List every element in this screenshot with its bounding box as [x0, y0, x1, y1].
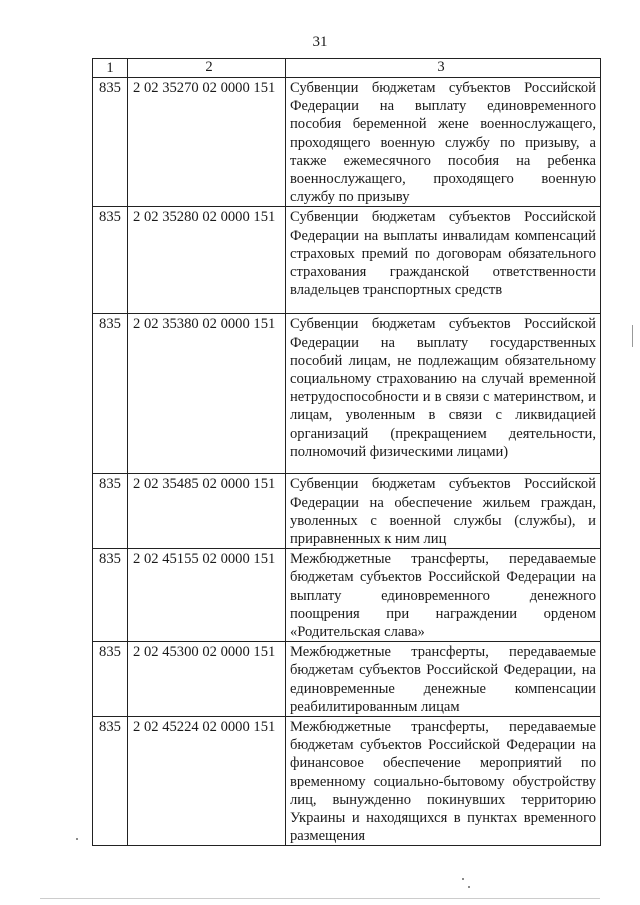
- table-row: [93, 717, 601, 846]
- description-cell: Субвенции бюджетам субъектов Российской Федерации на выплаты инвалидам компенсаций страховых премий по договорам обязательного страхования гражданской ответственности владельцев транспортных средств: [286, 207, 601, 314]
- budget-code-cell: 2 02 35270 02 0000 151: [128, 78, 286, 207]
- column-header-1: 1: [93, 59, 128, 78]
- description-cell: Субвенции бюджетам субъектов Российской Федерации на обеспечение жильем граждан, уволенных с военной службы (службы), и приравненных к ним лиц: [286, 474, 601, 549]
- table-row: [93, 207, 601, 314]
- description-cell: Субвенции бюджетам субъектов Российской Федерации на выплату единовременного пособия беременной жене военнослужащего, проходящего военную службу по призыву, а также ежемесячного пособия на ребенка военнослужащего, проходящего военную службу по призыву: [286, 78, 601, 207]
- table-row: [93, 314, 601, 474]
- scan-speck: [76, 838, 78, 840]
- admin-code-cell: 835: [93, 549, 128, 642]
- scan-bottom-edge: [40, 898, 600, 899]
- table-header-row: [93, 59, 601, 78]
- table-row: [93, 549, 601, 642]
- admin-code-cell: 835: [93, 474, 128, 549]
- page-number: 31: [312, 34, 328, 50]
- scan-speck: [468, 886, 470, 888]
- budget-code-cell: 2 02 35280 02 0000 151: [128, 207, 286, 314]
- scan-speck: [462, 878, 464, 880]
- description-cell: Межбюджетные трансферты, передаваемые бюджетам субъектов Российской Федерации на финансовое обеспечение мероприятий по временному социально-бытовому обустройству лиц, вынужденно покинувших территорию Украины и находящихся в пунктах временного размещения: [286, 717, 601, 846]
- scan-edge-mark: [632, 325, 633, 347]
- table-row: [93, 642, 601, 717]
- admin-code-cell: 835: [93, 78, 128, 207]
- admin-code-cell: 835: [93, 207, 128, 314]
- description-cell: Субвенции бюджетам субъектов Российской Федерации на выплату государственных пособий лицам, не подлежащим обязательному социальному страхованию на случай временной нетрудоспособности и в связи с материнством, и лицам, уволенным в связи с ликвидацией организаций (прекращением деятельности, полномочий физическими лицами): [286, 314, 601, 474]
- description-cell: Межбюджетные трансферты, передаваемые бюджетам субъектов Российской Федерации на выплату единовременного денежного поощрения при награждении орденом «Родительская слава»: [286, 549, 601, 642]
- budget-code-cell: 2 02 35485 02 0000 151: [128, 474, 286, 549]
- column-header-2: 2: [128, 59, 286, 78]
- table-row: [93, 474, 601, 549]
- budget-code-cell: 2 02 45300 02 0000 151: [128, 642, 286, 717]
- table-row: [93, 78, 601, 207]
- budget-code-cell: 2 02 45224 02 0000 151: [128, 717, 286, 846]
- admin-code-cell: 835: [93, 642, 128, 717]
- budget-codes-table: [92, 58, 601, 846]
- admin-code-cell: 835: [93, 717, 128, 846]
- budget-code-cell: 2 02 45155 02 0000 151: [128, 549, 286, 642]
- description-cell: Межбюджетные трансферты, передаваемые бюджетам субъектов Российской Федерации, на единовременные денежные компенсации реабилитированным лицам: [286, 642, 601, 717]
- column-header-3: 3: [286, 59, 601, 78]
- admin-code-cell: 835: [93, 314, 128, 474]
- budget-code-cell: 2 02 35380 02 0000 151: [128, 314, 286, 474]
